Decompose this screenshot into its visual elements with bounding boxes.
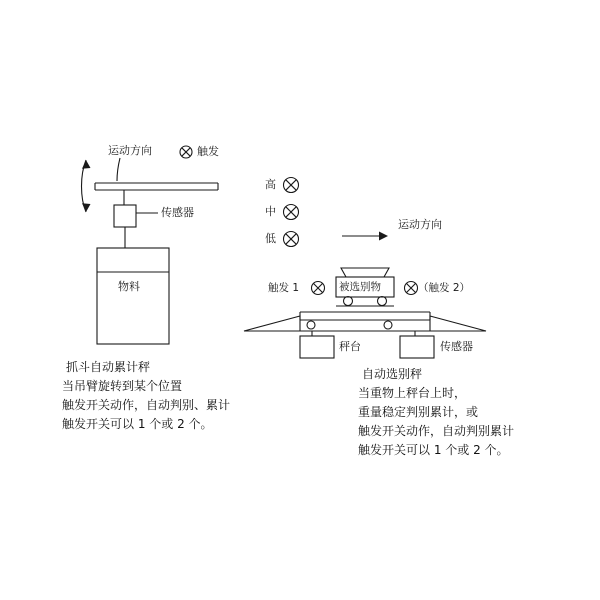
sensor-box-right (400, 336, 434, 358)
label-selected-object: 被选别物 (339, 281, 381, 293)
caption-right-title: 自动选别秤 (362, 367, 423, 381)
material-container (97, 248, 169, 344)
label-material: 物料 (118, 280, 140, 293)
label-trigger-1: 触发 1 (268, 282, 300, 294)
caption-right-line-3: 触发开关动作，自动判别累计 (358, 424, 515, 438)
label-high: 高 (265, 178, 276, 191)
label-motion-direction-right: 运动方向 (398, 218, 442, 231)
motion-direction-arrow-right (342, 232, 388, 241)
caption-left-line-2: 触发开关动作，自动判别、累计 (62, 398, 231, 412)
caption-left-line-1: 当吊臂旋转到某个位置 (62, 379, 183, 393)
trigger-symbol-2 (405, 282, 418, 295)
label-mid: 中 (265, 205, 276, 218)
caption-right (358, 365, 514, 460)
scale-platform-assembly (244, 312, 486, 331)
caption-left-line-3: 触发开关可以 1 个或 2 个。 (62, 417, 213, 431)
label-trigger-2: （触发 2） (418, 282, 471, 294)
scale-platform-box (300, 336, 334, 358)
caption-right-line-2: 重量稳定判别累计，或 (358, 405, 479, 419)
motion-direction-leader (117, 158, 120, 181)
indicator-high (284, 178, 299, 193)
label-scale-platform: 秤台 (339, 340, 361, 353)
sensor-box-left (114, 205, 136, 227)
caption-right-line-4: 触发开关可以 1 个或 2 个。 (358, 443, 509, 457)
caption-right-line-1: 当重物上秤台上时， (358, 386, 467, 400)
label-motion-direction-left: 运动方向 (108, 144, 152, 157)
rotation-arrow (82, 160, 91, 212)
label-sensor-right: 传感器 (440, 340, 473, 353)
caption-left-title: 抓斗自动累计秤 (66, 360, 151, 374)
indicator-low (284, 232, 299, 247)
label-sensor-left: 传感器 (161, 206, 194, 219)
indicator-mid (284, 205, 299, 220)
label-low: 低 (265, 232, 276, 245)
caption-left (62, 358, 230, 434)
trigger-symbol-1 (312, 282, 325, 295)
boom-arm (95, 183, 218, 190)
label-trigger-left: 触发 (197, 145, 219, 158)
trigger-symbol-left (180, 146, 192, 158)
